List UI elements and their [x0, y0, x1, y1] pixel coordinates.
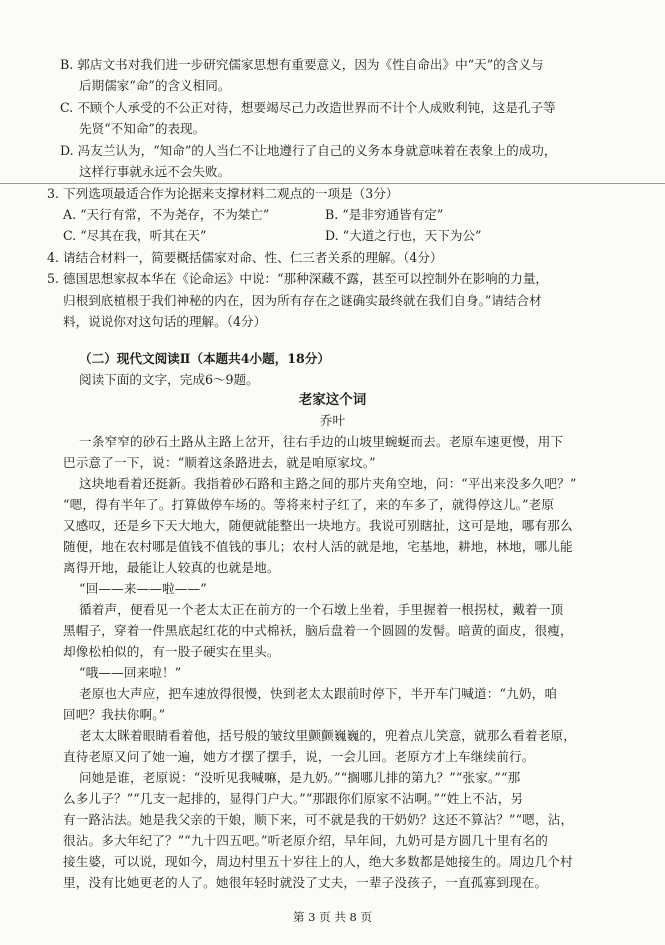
- section-heading: （二）现代文阅读Ⅱ（本题共4小题，18分）: [79, 351, 330, 366]
- page-number: 第 3 页 共 8 页: [293, 910, 372, 924]
- question-3-stem: 3. 下列选项最适合作为论据来支撑材料二观点的一项是（3分）: [47, 186, 399, 201]
- article-line: 直待老原又问了她一遍，她方才摆了摆手，说，一会儿回。老原方才上车继续前行。: [63, 749, 535, 764]
- article-line: 么多儿子？”“几支一起排的，显得门户大。”“那跟你们原家不沾啊。”“姓上不沾，另: [63, 791, 524, 806]
- article-line: “回——来——啦——”: [79, 581, 207, 596]
- article-line: 一条窄窄的砂石土路从主路上岔开，往右手边的山坡里蜿蜒而去。老原车速更慢，用下: [79, 434, 564, 449]
- question-3-option-b: B. “是非穷通皆有定”: [325, 207, 444, 222]
- article-author: 乔叶: [319, 413, 346, 428]
- article-title: 老家这个词: [298, 392, 367, 408]
- article-line: 这块地看着还挺新。我指着砂石路和主路之间的那片夹角空地，问：“平出来没多久吧？”: [79, 476, 577, 491]
- option-c-line2: 先贤“不知命”的表现。: [79, 121, 206, 136]
- option-b-line1: B. 郭店文书对我们进一步研究儒家思想有重要意义，因为《性自命出》中“天”的含义与: [60, 57, 544, 72]
- article-line: 有一路沾法。她是我父亲的干娘，顺下来，可不就是我的干奶奶？这还不算沾？”“嗯，沾，: [63, 812, 574, 827]
- question-4: 4. 请结合材料一，简要概括儒家对命、性、仁三者关系的理解。（4分）: [47, 250, 443, 265]
- article-line: 随便，地在农村哪是值钱不值钱的事儿；农村人活的就是地，宅基地，耕地，林地，哪儿能: [63, 539, 573, 554]
- article-line: 黑帽子，穿着一件黑底起红花的中式棉袄，脑后盘着一个圆圆的发髻。暗黄的面皮，很瘦，: [63, 623, 573, 638]
- question-3-option-d: D. “大道之行也，天下为公”: [325, 228, 482, 243]
- page-fold-line: [0, 183, 665, 184]
- article-line: 里，没有比她更老的人了。她很年轻时就没了丈夫，一辈子没孩子，一直孤寡到现在。: [63, 875, 548, 890]
- question-5-line2: 归根到底植根于我们神秘的内在，因为所有存在之谜确实最终就在我们自身。”请结合材: [63, 293, 542, 308]
- article-line: “嗯，得有半年了。打算做停车场的。等将来村子红了，来的车多了，就得停这儿。”老原: [63, 497, 555, 512]
- section-instruction: 阅读下面的文字，完成6～9题。: [79, 372, 259, 387]
- option-c-line1: C. 不顾个人承受的不公正对待，想要竭尽己力改造世界而不计个人成败利钝，这是孔子等: [60, 100, 556, 115]
- article-line: 又感叹，还是乡下天大地大，随便就能整出一块地方。我说可别瞎扯，这可是地，哪有那么: [63, 518, 573, 533]
- article-line: 接生婆，可以说，现如今，周边村里五十岁往上的人，绝大多数都是她接生的。周边几个村: [63, 854, 573, 869]
- article-line: 问她是谁，老原说：“没听见我喊嘛，是九奶。”“搁哪儿排的第九？”“张家。”“那: [79, 770, 521, 785]
- article-line: 却像松柏似的，有一股子硬实在里头。: [63, 644, 280, 659]
- article-line: “哦——回来啦！”: [79, 665, 182, 680]
- article-line: 老原也大声应，把车速放得很慢，快到老太太跟前时停下，半开车门喊道：“九奶，咱: [79, 686, 558, 701]
- question-5-line1: 5. 德国思想家叔本华在《论命运》中说：“那种深藏不露，甚至可以控制外在影响的力量，: [47, 271, 549, 286]
- question-3-option-a: A. “天行有常，不为尧存，不为桀亡”: [63, 207, 270, 222]
- article-line: 回吧？我扶你啊。”: [63, 707, 166, 722]
- article-line: 老太太眯着眼睛看着他，括号般的皱纹里颤颤巍巍的，兜着点儿笑意，就那么看着老原，: [79, 728, 577, 743]
- article-line: 循着声，便看见一个老太太正在前方的一个石墩上坐着，手里握着一根拐杖，戴着一顶: [79, 602, 564, 617]
- article-line: 离得开地，最能让人较真的也就是地。: [63, 560, 280, 575]
- option-d-line2: 这样行事就永远不会失败。: [79, 164, 231, 179]
- question-3-option-c: C. “尽其在我，听其在天”: [63, 228, 207, 243]
- option-d-line1: D. 冯友兰认为，“知命”的人当仁不让地遵行了自己的义务本身就意味着在表象上的成功，: [60, 143, 557, 158]
- question-5-line3: 料，说说你对这句话的理解。（4分）: [63, 314, 267, 329]
- article-line: 巴示意了一下，说：“顺着这条路进去，就是咱原家坟。”: [63, 455, 376, 470]
- article-line: 很沾。多大年纪了？”“九十四五吧。”听老原介绍，早年间，九奶可是方圆几十里有名的: [63, 833, 548, 848]
- option-b-line2: 后期儒家“命”的含义相同。: [79, 78, 231, 93]
